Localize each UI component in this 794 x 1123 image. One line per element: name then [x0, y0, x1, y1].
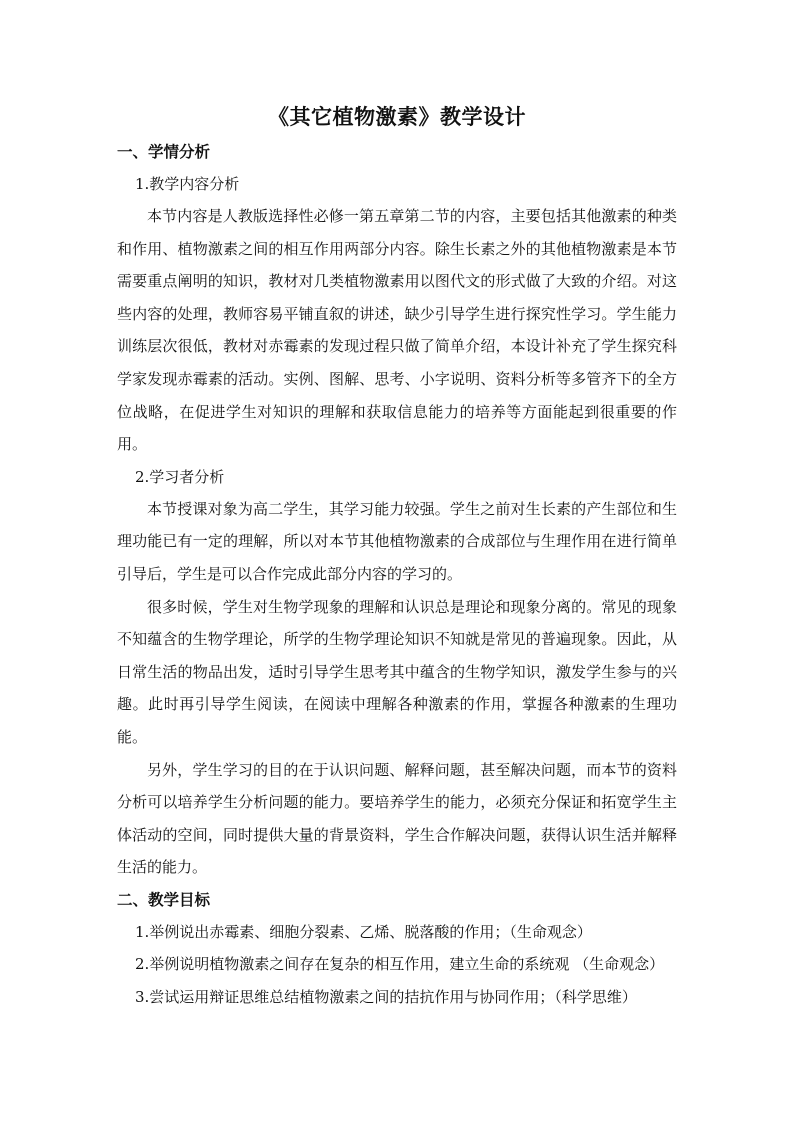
- objective-item-2: 2.举例说明植物激素之间存在复杂的相互作用，建立生命的系统观 （生命观念）: [135, 955, 665, 974]
- objective-item-1: 1.举例说出赤霉素、细胞分裂素、乙烯、脱落酸的作用；（生命观念）: [135, 922, 592, 941]
- paragraph-learner-analysis-1: 本节授课对象为高二学生，其学习能力较强。学生之前对生长素的产生部位和生理功能已有一定的理解，所以对本节其他植物激素的合成部位与生理作用在进行简单引导后，学生是可以合作完成此部分内容的学习的。: [117, 499, 677, 583]
- section-heading-analysis: 一、学情分析: [117, 142, 211, 161]
- document-page: [117, 100, 677, 1014]
- paragraph-content-analysis: 本节内容是人教版选择性必修一第五章第二节的内容，主要包括其他激素的种类和作用、植物激素之间的相互作用两部分内容。除生长素之外的其他植物激素是本节需要重点阐明的知识，教材对几类植物激素用以图代文的形式做了大致的介绍。对这些内容的处理，教师容易平铺直叙的讲述，缺少引导学生进行探究性学习。学生能力训练层次很低，教材对赤霉素的发现过程只做了简单介绍，本设计补充了学生探究科学家发现赤霉素的活动。实例、图解、思考、小字说明、资料分析等多管齐下的全方位战略，在促进学生对知识的理解和获取信息能力的培养等方面能起到很重要的作用。: [117, 207, 677, 454]
- document-title: 《其它植物激素》教学设计: [268, 104, 526, 129]
- section-heading-objectives: 二、教学目标: [117, 889, 211, 909]
- objective-item-3: 3.尝试运用辩证思维总结植物激素之间的拮抗作用与协同作用；（科学思维）: [135, 988, 637, 1007]
- paragraph-learner-analysis-3: 另外，学生学习的目的在于认识问题、解释问题，甚至解决问题，而本节的资料分析可以培养学生分析问题的能力。要培养学生的能力，必须充分保证和拓宽学生主体活动的空间，同时提供大量的背景资料，学生合作解决问题，获得认识生活并解释生活的能力。: [117, 760, 677, 877]
- subsection-heading-learner-analysis: 2.学习者分析: [135, 467, 225, 486]
- paragraph-learner-analysis-2: 很多时候，学生对生物学现象的理解和认识总是理论和现象分离的。常见的现象不知蕴含的生物学理论，所学的生物学理论知识不知就是常见的普遍现象。因此，从日常生活的物品出发，适时引导学生思考其中蕴含的生物学知识，激发学生参与的兴趣。此时再引导学生阅读，在阅读中理解各种激素的作用，掌握各种激素的生理功能。: [117, 597, 677, 746]
- subsection-heading-content-analysis: 1.教学内容分析: [135, 175, 240, 193]
